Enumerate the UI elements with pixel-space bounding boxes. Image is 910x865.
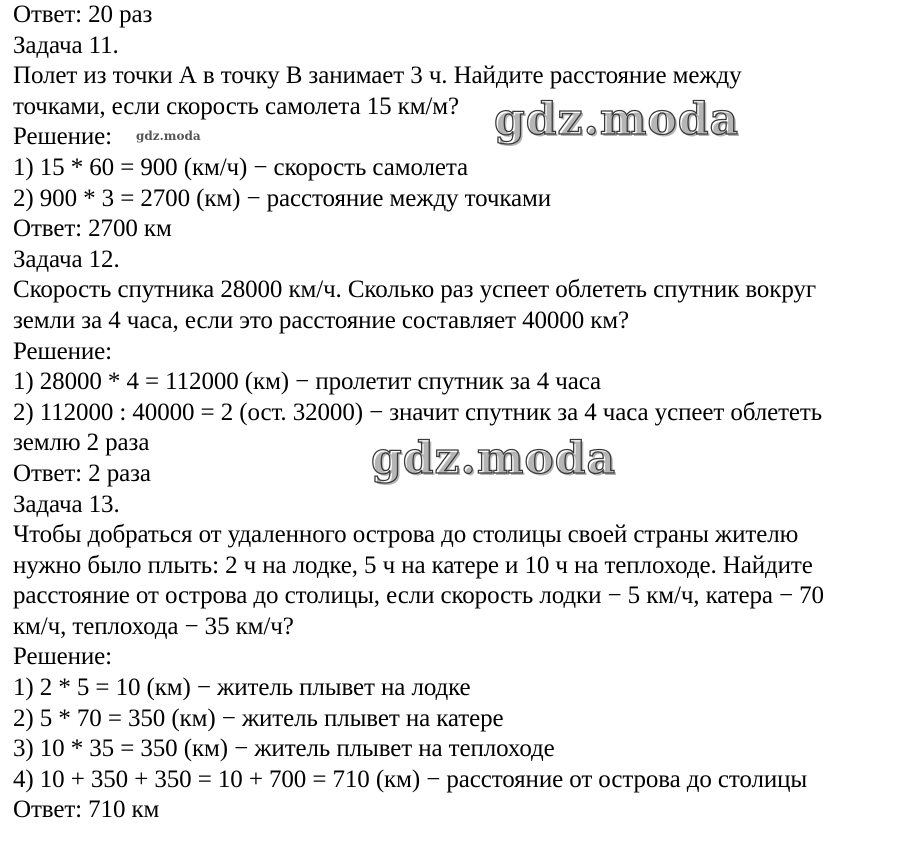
solution-step: 1) 2 * 5 = 10 (км) − житель плывет на лодке — [13, 674, 471, 702]
solution-step: 4) 10 + 350 + 350 = 10 + 700 = 710 (км) − расстояние от острова до столицы — [13, 765, 808, 793]
solution-step: 3) 10 * 35 = 350 (км) − житель плывет на теплоходе — [13, 735, 555, 763]
answer-line: Ответ: 20 раз — [13, 1, 153, 28]
solution-step: 2) 900 * 3 = 2700 (км) − расстояние между точками — [13, 184, 551, 212]
document-page — [13, 0, 903, 826]
solution-step: 1) 15 * 60 = 900 (км/ч) − скорость самолета — [13, 153, 469, 181]
solution-step: 2) 5 * 70 = 350 (км) − житель плывет на катере — [13, 704, 504, 732]
task-11-heading: Задача 11. — [13, 31, 119, 59]
solution-label: Решение: — [13, 123, 113, 151]
task-11-text: Полет из точки А в точку В занимает 3 ч. Найдите расстояние между — [13, 62, 742, 90]
solution-step: 2) 112000 : 40000 = 2 (ост. 32000) − значит спутник за 4 часа успеет облететь — [13, 398, 823, 426]
task-13-text: Чтобы добраться от удаленного острова до столицы своей страны жителю — [13, 521, 799, 549]
watermark-small: gdz.moda — [136, 129, 201, 143]
solution-label: Решение: — [13, 643, 113, 671]
task-13-heading: Задача 13. — [13, 490, 120, 518]
solution-label: Решение: — [13, 337, 113, 365]
solution-step: 1) 28000 * 4 = 112000 (км) − пролетит спутник за 4 часа — [13, 368, 602, 396]
task-13-text: расстояние от острова до столицы, если скорость лодки − 5 км/ч, катера − 70 — [13, 582, 824, 610]
task-11-text: точками, если скорость самолета 15 км/м? — [13, 92, 459, 120]
watermark-middle: gdz.moda — [371, 433, 617, 484]
task-13-text: км/ч, теплохода − 35 км/ч? — [13, 612, 294, 640]
task-12-heading: Задача 12. — [13, 245, 120, 273]
watermark-top: gdz.moda — [494, 94, 740, 145]
answer-line: Ответ: 2700 км — [13, 215, 172, 243]
task-12-text: Скорость спутника 28000 км/ч. Сколько раз успеет облететь спутник вокруг — [13, 276, 816, 304]
answer-line: Ответ: 2 раза — [13, 459, 151, 487]
solution-step: землю 2 раза — [13, 429, 150, 457]
task-12-text: земли за 4 часа, если это расстояние составляет 40000 км? — [13, 306, 630, 334]
answer-line: Ответ: 710 км — [13, 796, 160, 824]
task-13-text: нужно было плыть: 2 ч на лодке, 5 ч на катере и 10 ч на теплоходе. Найдите — [13, 551, 813, 579]
